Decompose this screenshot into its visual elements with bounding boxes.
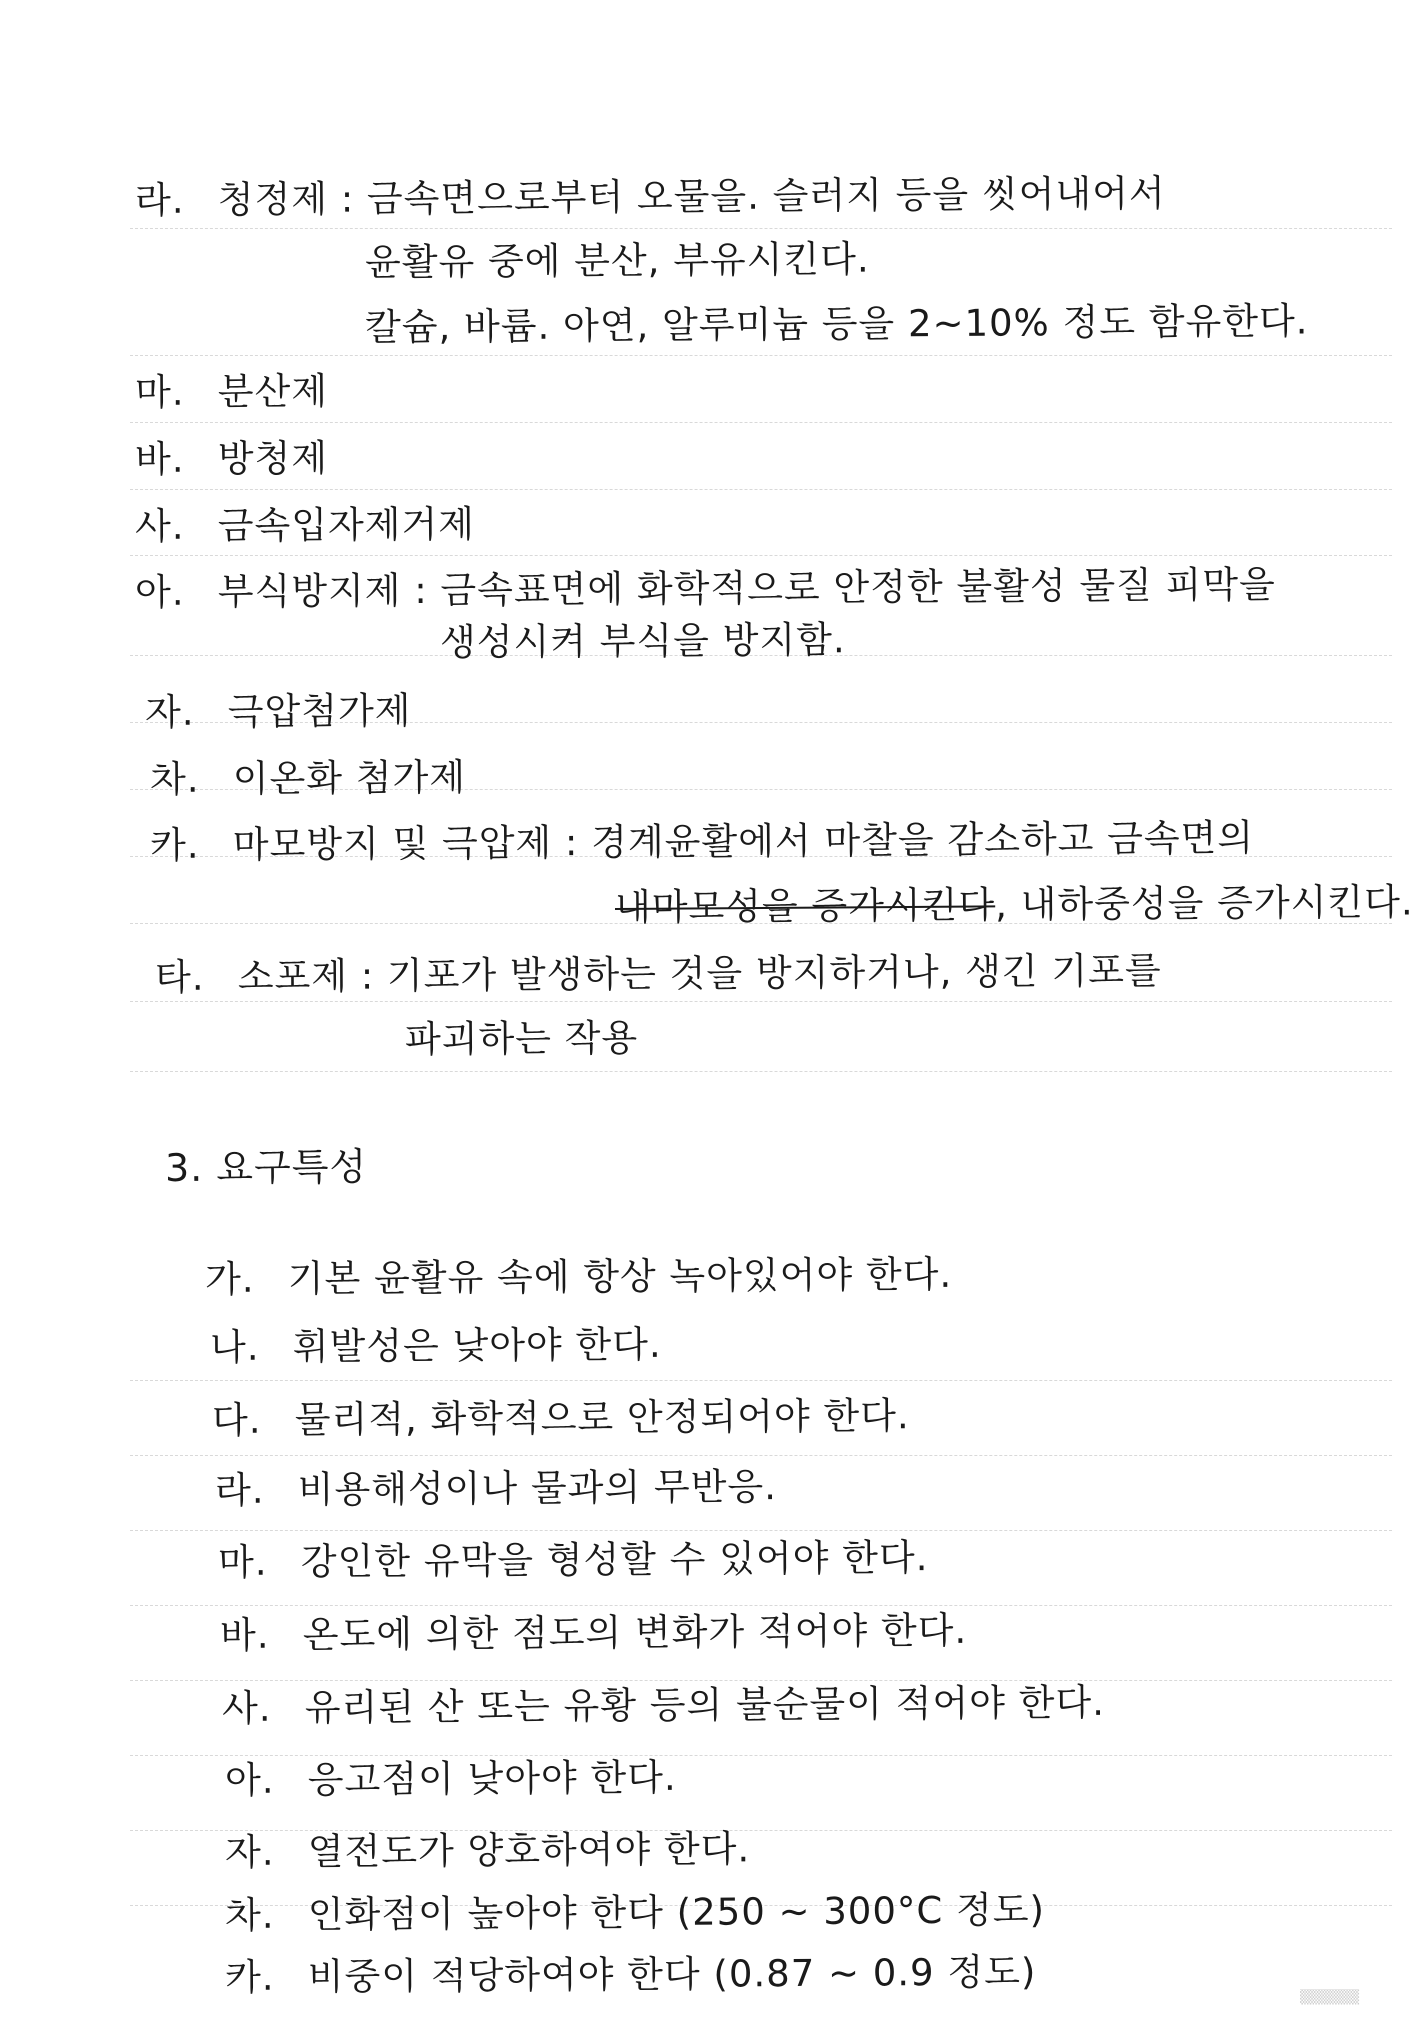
item-text: 열전도가 양호하여야 한다. xyxy=(307,1827,751,1874)
list-item xyxy=(155,948,1162,1001)
item-marker: 차. xyxy=(149,757,200,801)
item-text: 마모방지 및 극압제 : 경계윤활에서 마찰을 감소하고 금속면의 xyxy=(232,816,1255,867)
list-item-continuation xyxy=(365,298,1309,351)
item-marker: 마. xyxy=(217,1540,268,1584)
list-item xyxy=(135,171,1166,224)
notebook-rule xyxy=(130,1755,1392,1756)
item-text: 비중이 적당하여야 한다 (0.87 ~ 0.9 정도) xyxy=(307,1950,1037,1999)
item-text: 방청제 xyxy=(217,436,329,481)
notebook-rule xyxy=(130,1455,1392,1456)
list-item xyxy=(145,688,412,736)
notebook-rule xyxy=(130,555,1392,556)
list-item xyxy=(135,369,328,416)
item-text: 분산제 xyxy=(217,369,329,414)
list-item xyxy=(150,815,1254,869)
item-text: 기본 윤활유 속에 항상 녹아있어야 한다. xyxy=(287,1252,953,1301)
item-marker: 사. xyxy=(134,504,185,548)
notebook-rule xyxy=(130,1071,1392,1072)
item-text: 휘발성은 낮아야 한다. xyxy=(292,1322,662,1369)
item-text: 물리적, 화학적으로 안정되어야 한다. xyxy=(294,1394,910,1442)
notebook-rule xyxy=(130,1001,1392,1002)
notebook-rule xyxy=(130,355,1392,356)
item-marker: 타. xyxy=(154,955,205,999)
item-text: 극압첨가제 xyxy=(227,689,412,734)
item-text: 부식방지제 : 금속표면에 화학적으로 안정한 불활성 물질 피막을 xyxy=(217,563,1276,614)
item-marker: 가. xyxy=(204,1257,255,1301)
item-text: 이온화 첨가제 xyxy=(232,755,467,801)
item-marker: 바. xyxy=(134,437,185,481)
item-text: 유리된 산 또는 유황 등의 불순물이 적어야 한다. xyxy=(304,1680,1106,1730)
list-item xyxy=(135,562,1276,616)
item-marker: 라. xyxy=(214,1468,265,1512)
list-item-continuation xyxy=(405,1015,639,1063)
notebook-rule xyxy=(130,1380,1392,1381)
section-heading: 3. 요구특성 xyxy=(164,1144,368,1190)
item-text: 소포제 : 기포가 발생하는 것을 방지하거나, 생긴 기포를 xyxy=(237,948,1162,999)
notebook-rule xyxy=(130,422,1392,423)
item-marker: 마. xyxy=(134,370,185,414)
list-item xyxy=(135,502,475,550)
item-marker: 라. xyxy=(134,178,185,222)
notebook-rule xyxy=(130,1680,1392,1681)
scan-artifact: ▒▒▒▒▒▒▒ xyxy=(1300,1989,1360,2005)
list-item xyxy=(210,1322,662,1371)
list-item xyxy=(218,1535,929,1586)
list-item xyxy=(135,436,328,483)
item-text: 강인한 유막을 형성할 수 있어야 한다. xyxy=(300,1536,929,1584)
item-marker: 카. xyxy=(224,1955,275,1999)
item-text: 파괴하는 작용 xyxy=(404,1016,639,1061)
notebook-rule xyxy=(130,1530,1392,1531)
item-text: 응고점이 낮아야 한다. xyxy=(307,1755,677,1802)
item-text: 온도에 의한 점도의 변화가 적어야 한다. xyxy=(302,1608,968,1657)
notebook-rule xyxy=(130,489,1392,490)
item-text: 윤활유 중에 분산, 부유시킨다. xyxy=(364,237,870,284)
list-item-continuation xyxy=(440,617,846,666)
item-marker: 차. xyxy=(224,1893,275,1937)
struck-text: 내마모성을 증가시킨다 xyxy=(614,883,996,929)
list-item xyxy=(225,1755,677,1804)
list-item xyxy=(205,1252,953,1303)
item-text: 인화점이 높아야 한다 (250 ~ 300°C 정도) xyxy=(307,1888,1046,1937)
item-marker: 다. xyxy=(211,1398,262,1442)
item-marker: 아. xyxy=(224,1758,275,1802)
list-item xyxy=(225,1949,1037,2001)
list-item xyxy=(212,1393,910,1444)
notebook-rule xyxy=(130,1605,1392,1606)
item-text: , 내하중성을 증가시킨다. xyxy=(995,880,1414,927)
item-marker: 자. xyxy=(224,1830,275,1874)
list-item-continuation xyxy=(365,236,870,286)
list-item xyxy=(220,1608,968,1659)
item-marker: 아. xyxy=(134,570,185,614)
item-text: 비용해성이나 물과의 무반응. xyxy=(297,1465,778,1512)
item-marker: 카. xyxy=(149,823,200,867)
list-item xyxy=(215,1464,777,1514)
item-text: 청정제 : 금속면으로부터 오물을. 슬러지 등을 씻어내어서 xyxy=(217,171,1166,222)
list-item xyxy=(225,1826,751,1876)
item-text: 칼슘, 바륨. 아연, 알루미늄 등을 2~10% 정도 함유한다. xyxy=(364,299,1309,349)
list-item xyxy=(150,755,466,803)
list-item-continuation xyxy=(615,879,1414,931)
item-marker: 사. xyxy=(221,1686,272,1730)
list-item xyxy=(222,1680,1105,1732)
notebook-rule xyxy=(130,228,1392,229)
item-marker: 바. xyxy=(219,1613,270,1657)
item-text: 생성시켜 부식을 방지함. xyxy=(439,618,846,664)
item-marker: 자. xyxy=(144,690,195,734)
list-item xyxy=(225,1887,1045,1939)
item-text: 금속입자제거제 xyxy=(217,502,476,548)
item-marker: 나. xyxy=(209,1325,260,1369)
